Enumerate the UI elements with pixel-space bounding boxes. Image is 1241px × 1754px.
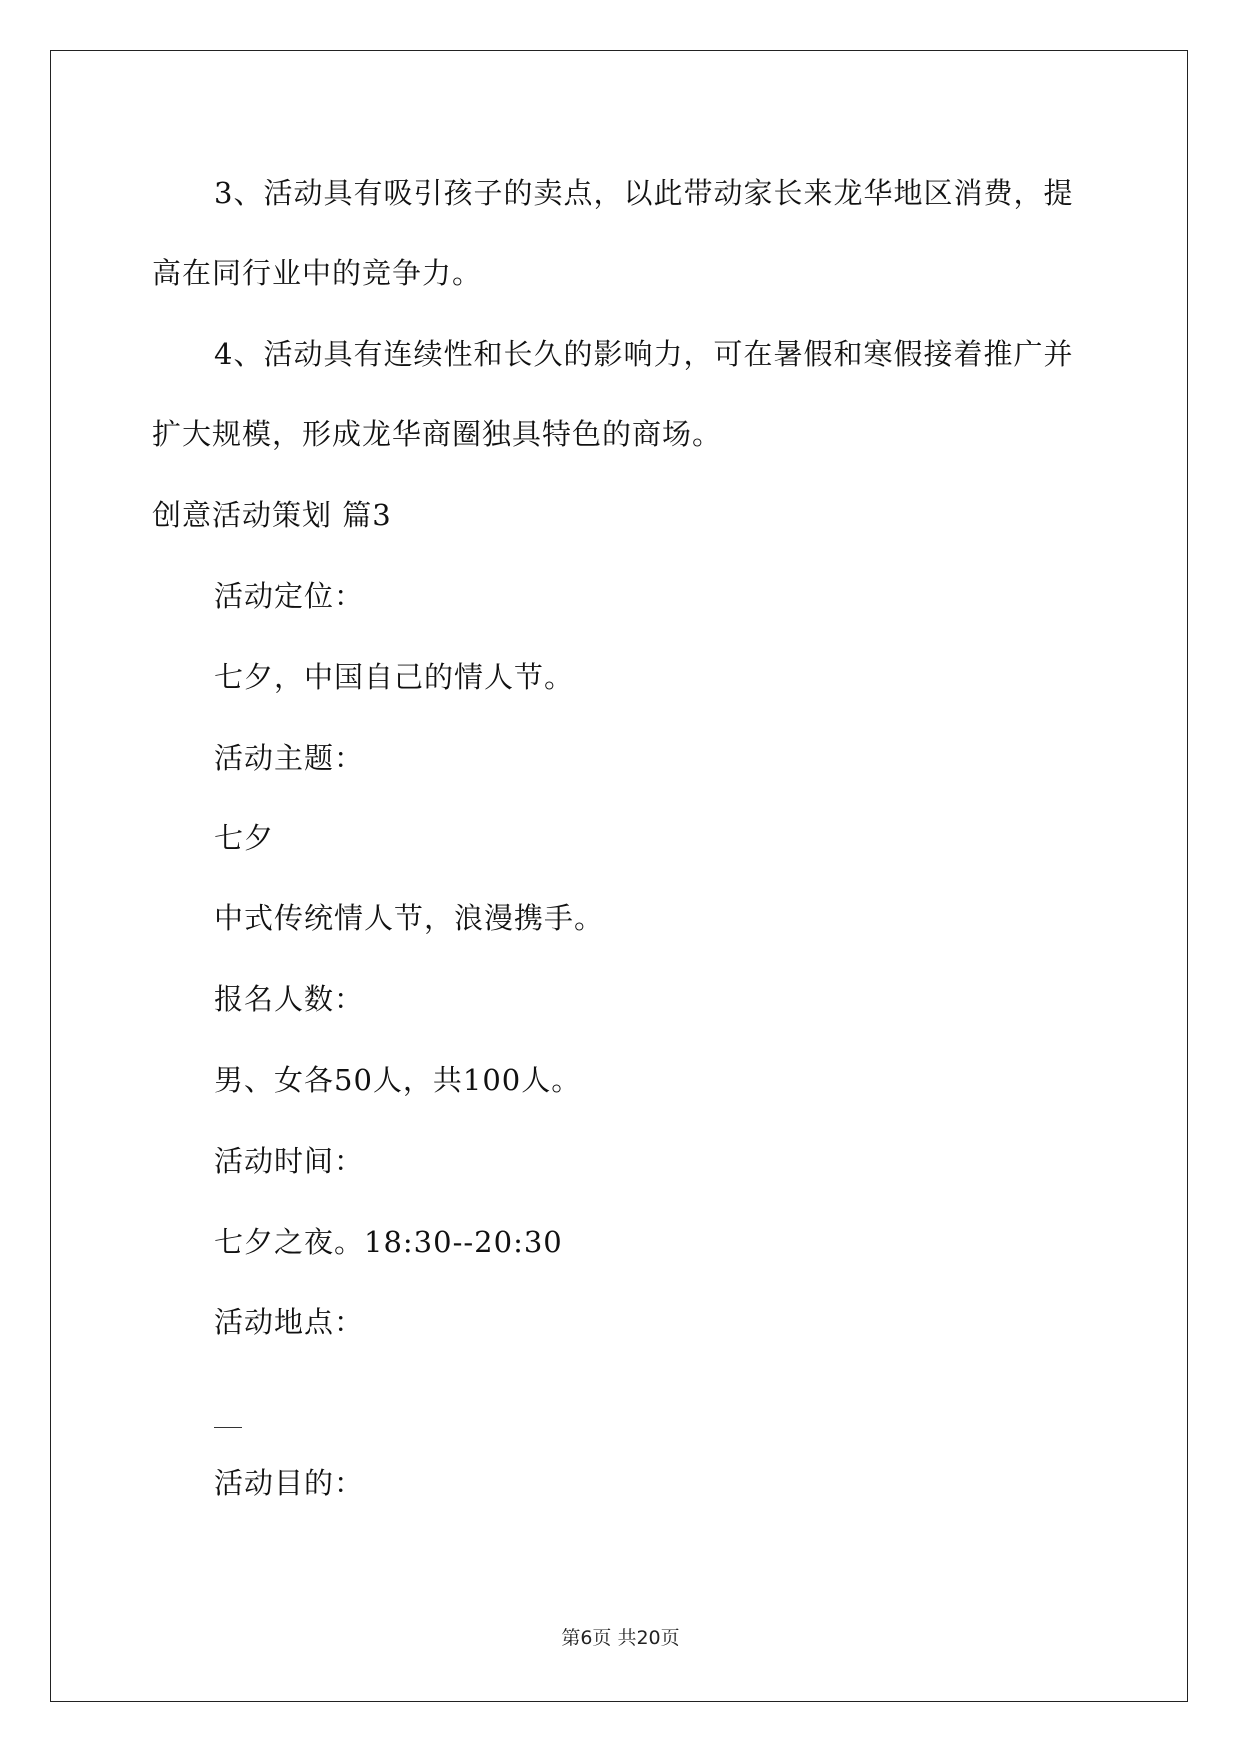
- theme-value-1: 七夕: [214, 821, 275, 855]
- page-border: [50, 50, 1188, 1702]
- paragraph-4-line-2: 扩大规模，形成龙华商圈独具特色的商场。: [152, 417, 723, 451]
- time-value: 七夕之夜。18:30--20:30: [214, 1225, 563, 1259]
- paragraph-3-line-2: 高在同行业中的竞争力。: [152, 256, 483, 290]
- theme-value-2: 中式传统情人节，浪漫携手。: [214, 901, 605, 935]
- signup-label: 报名人数：: [214, 982, 365, 1016]
- time-label: 活动时间：: [214, 1144, 365, 1178]
- purpose-label: 活动目的：: [214, 1466, 365, 1500]
- signup-value: 男、女各50人，共100人。: [214, 1063, 582, 1097]
- positioning-value: 七夕，中国自己的情人节。: [214, 660, 575, 694]
- page-footer: 第6页 共20页: [561, 1627, 680, 1649]
- paragraph-4-line-1: 4、活动具有连续性和长久的影响力，可在暑假和寒假接着推广并: [214, 337, 1074, 371]
- paragraph-3-line-1: 3、活动具有吸引孩子的卖点，以此带动家长来龙华地区消费，提: [214, 176, 1074, 210]
- place-label: 活动地点：: [214, 1305, 365, 1339]
- section-heading: 创意活动策划 篇3: [152, 498, 392, 532]
- positioning-label: 活动定位：: [214, 579, 365, 613]
- theme-label: 活动主题：: [214, 741, 365, 775]
- place-value-dash: [214, 1427, 242, 1428]
